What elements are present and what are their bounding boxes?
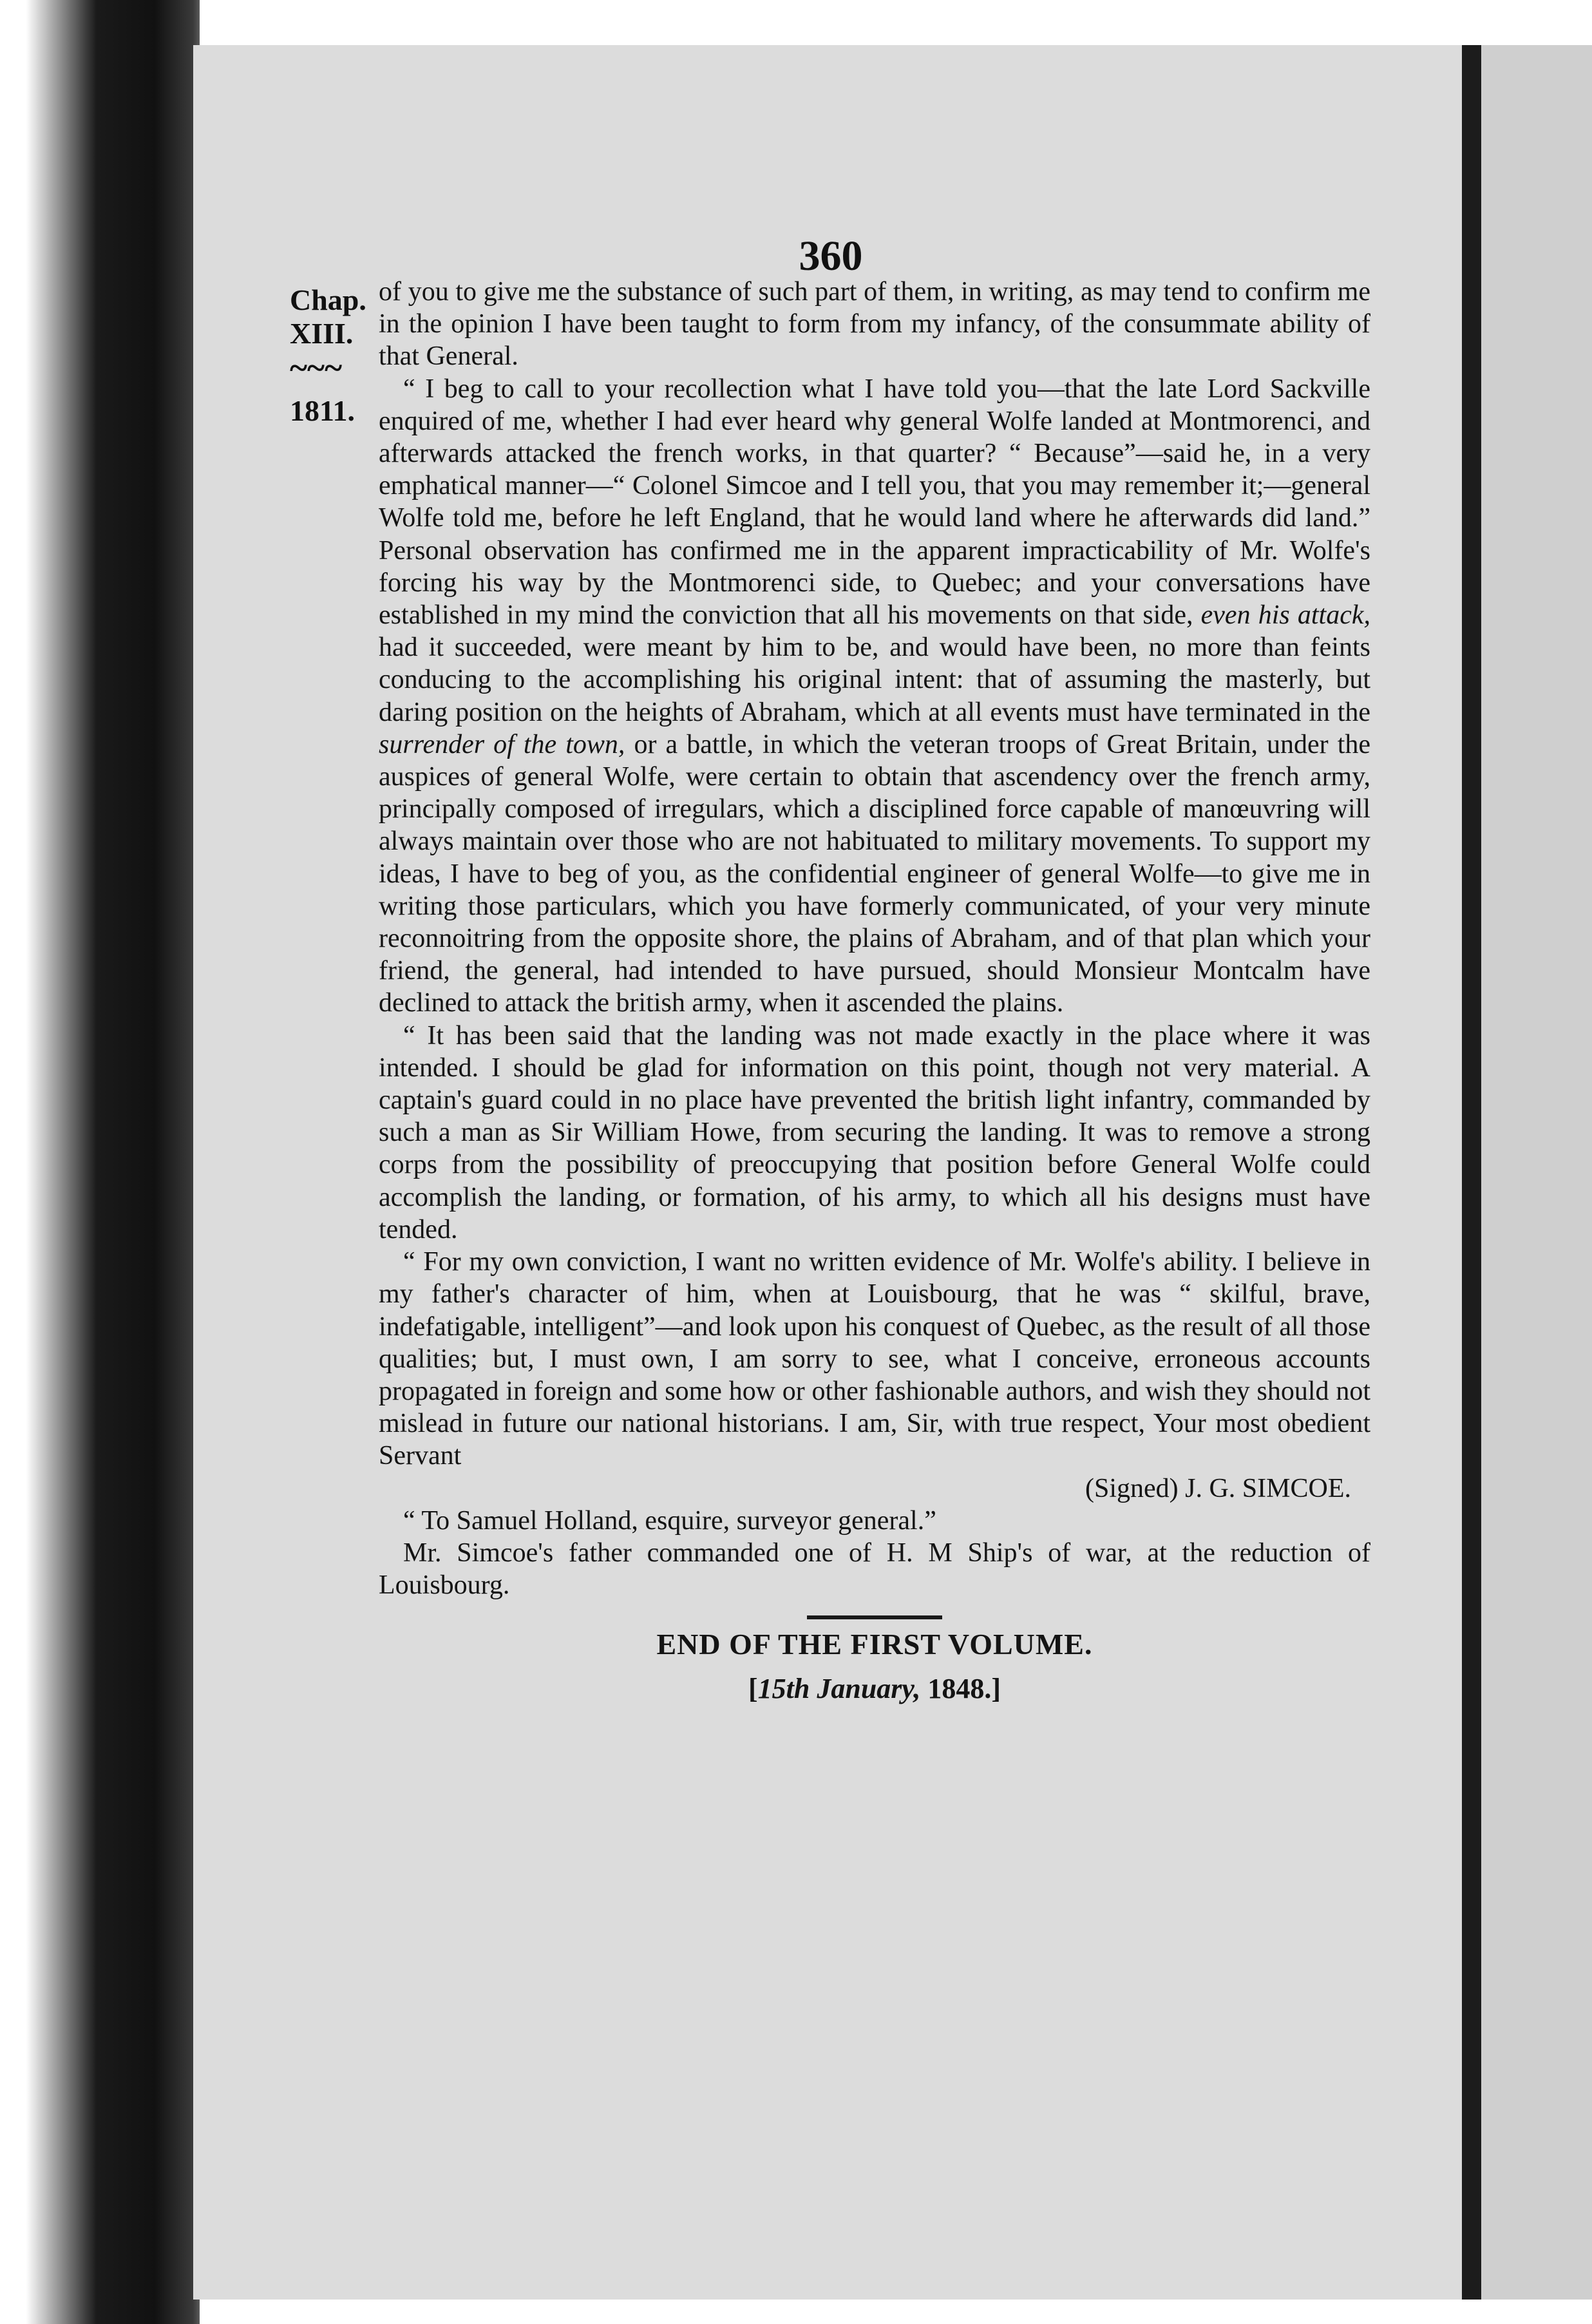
italic-even-his-attack: even his attack, [1200,600,1371,631]
paragraph-sackville-part2: had it succeeded, were meant by him to be, and would have been, no more than feints conducing to the accomplishing his original intent: that of assuming the masterly, but daring position on the heights of Abraham, which at all events must have terminated in the [379,633,1370,727]
margin-ornament: ~~~ [290,350,343,386]
margin-note [290,283,380,428]
page-number: 360 [799,233,863,280]
end-rule [807,1615,942,1619]
paragraph-landing: “ It has been said that the landing was not made exactly in the place where it was intended. I should be glad for information on this point, though not very material. A captain's guard could in no place have prevented the british light infantry, commanded by such a man as Sir William Howe, from securing the landing. It was to remove a strong corps from the possibility of preoccupying that position before General Wolfe could accomplish the landing, or formation, of his army, to which all his designs must have tended. [379,1020,1370,1244]
paragraph-continuation: of you to give me the substance of such part of them, in writing, as may tend to confirm me in the opinion I have been taught to form from my infancy, of the consummate ability of that General. [379,277,1370,372]
body-text [379,276,1370,1705]
chapter-number: XIII. [290,317,354,350]
book-binding-shadow [0,0,200,2324]
paragraph-conviction: “ For my own conviction, I want no written evidence of Mr. Wolfe's ability. I believe in my father's character of him, when at Louisbourg, that he was “ skilful, brave, indefatigable, intelligent”—and look upon his conquest of Quebec, as the result of all those qualities; but, I must own, I am sorry to see, what I conceive, erroneous accounts propagated in foreign and some how or other fashionable authors, and wish they should not mislead in future our national historians. I am, Sir, with true respect, Your most obedient Servant [379,1247,1370,1471]
paragraph-sackville [379,373,1370,1020]
facing-page-edge [1481,45,1592,2300]
end-date-open: [ [748,1672,758,1704]
page-gutter [1462,45,1481,2300]
paragraph-sackville-part3: or a battle, in which the veteran troops of Great Britain, under the auspices of general Wolfe, were certain to obtain that ascendency over the french army, principally composed of irregulars, which a disciplined force capable of manœuvring will always maintain over those who are not habituated to military movements. To support my ideas, I have to beg of you, as the confidential engineer of general Wolfe—to give me in writing those particulars, which you have formerly communicated, of your very minute reconnoitring from the opposite shore, the plains of Abraham, and of that plan which your friend, the general, had intended to have pursued, should Monsieur Montcalm have declined to attack the british army, when it ascended the plains. [379,729,1371,1018]
paragraph-sackville-part1: “ I beg to call to your recollection what I have told you—that the late Lord Sackville enquired of me, whether I had ever heard why general Wolfe landed at Montmorenci, and afterwards attacked the french works, in that quarter? “ Because”—said he, in a very emphatical manner—“ Colonel Simcoe and I tell you, that you may remember it;—general Wolfe told me, before he left England, that he would land where he afterwards did land.” Personal observation has confirmed me in the apparent impracticability of Mr. Wolfe's forcing his way by the Montmorenci side, to Quebec; and your conversations have established in my mind the conviction that all his movements on that side, [379,374,1370,631]
end-title: END OF THE FIRST VOLUME. [656,1628,1093,1661]
chapter-label: Chap. [290,283,366,316]
addressee: “ To Samuel Holland, esquire, surveyor general.” [403,1505,936,1536]
signature: (Signed) J. G. SIMCOE. [1085,1473,1351,1503]
italic-surrender: surrender of the town, [379,729,625,759]
margin-year: 1811. [290,394,355,427]
end-date [379,1673,1370,1705]
end-date-italic: 15th January, [757,1672,921,1704]
end-date-close: 1848.] [920,1672,1001,1704]
footnote: Mr. Simcoe's father commanded one of H. M Ship's of war, at the reduction of Louisbourg. [379,1538,1370,1601]
